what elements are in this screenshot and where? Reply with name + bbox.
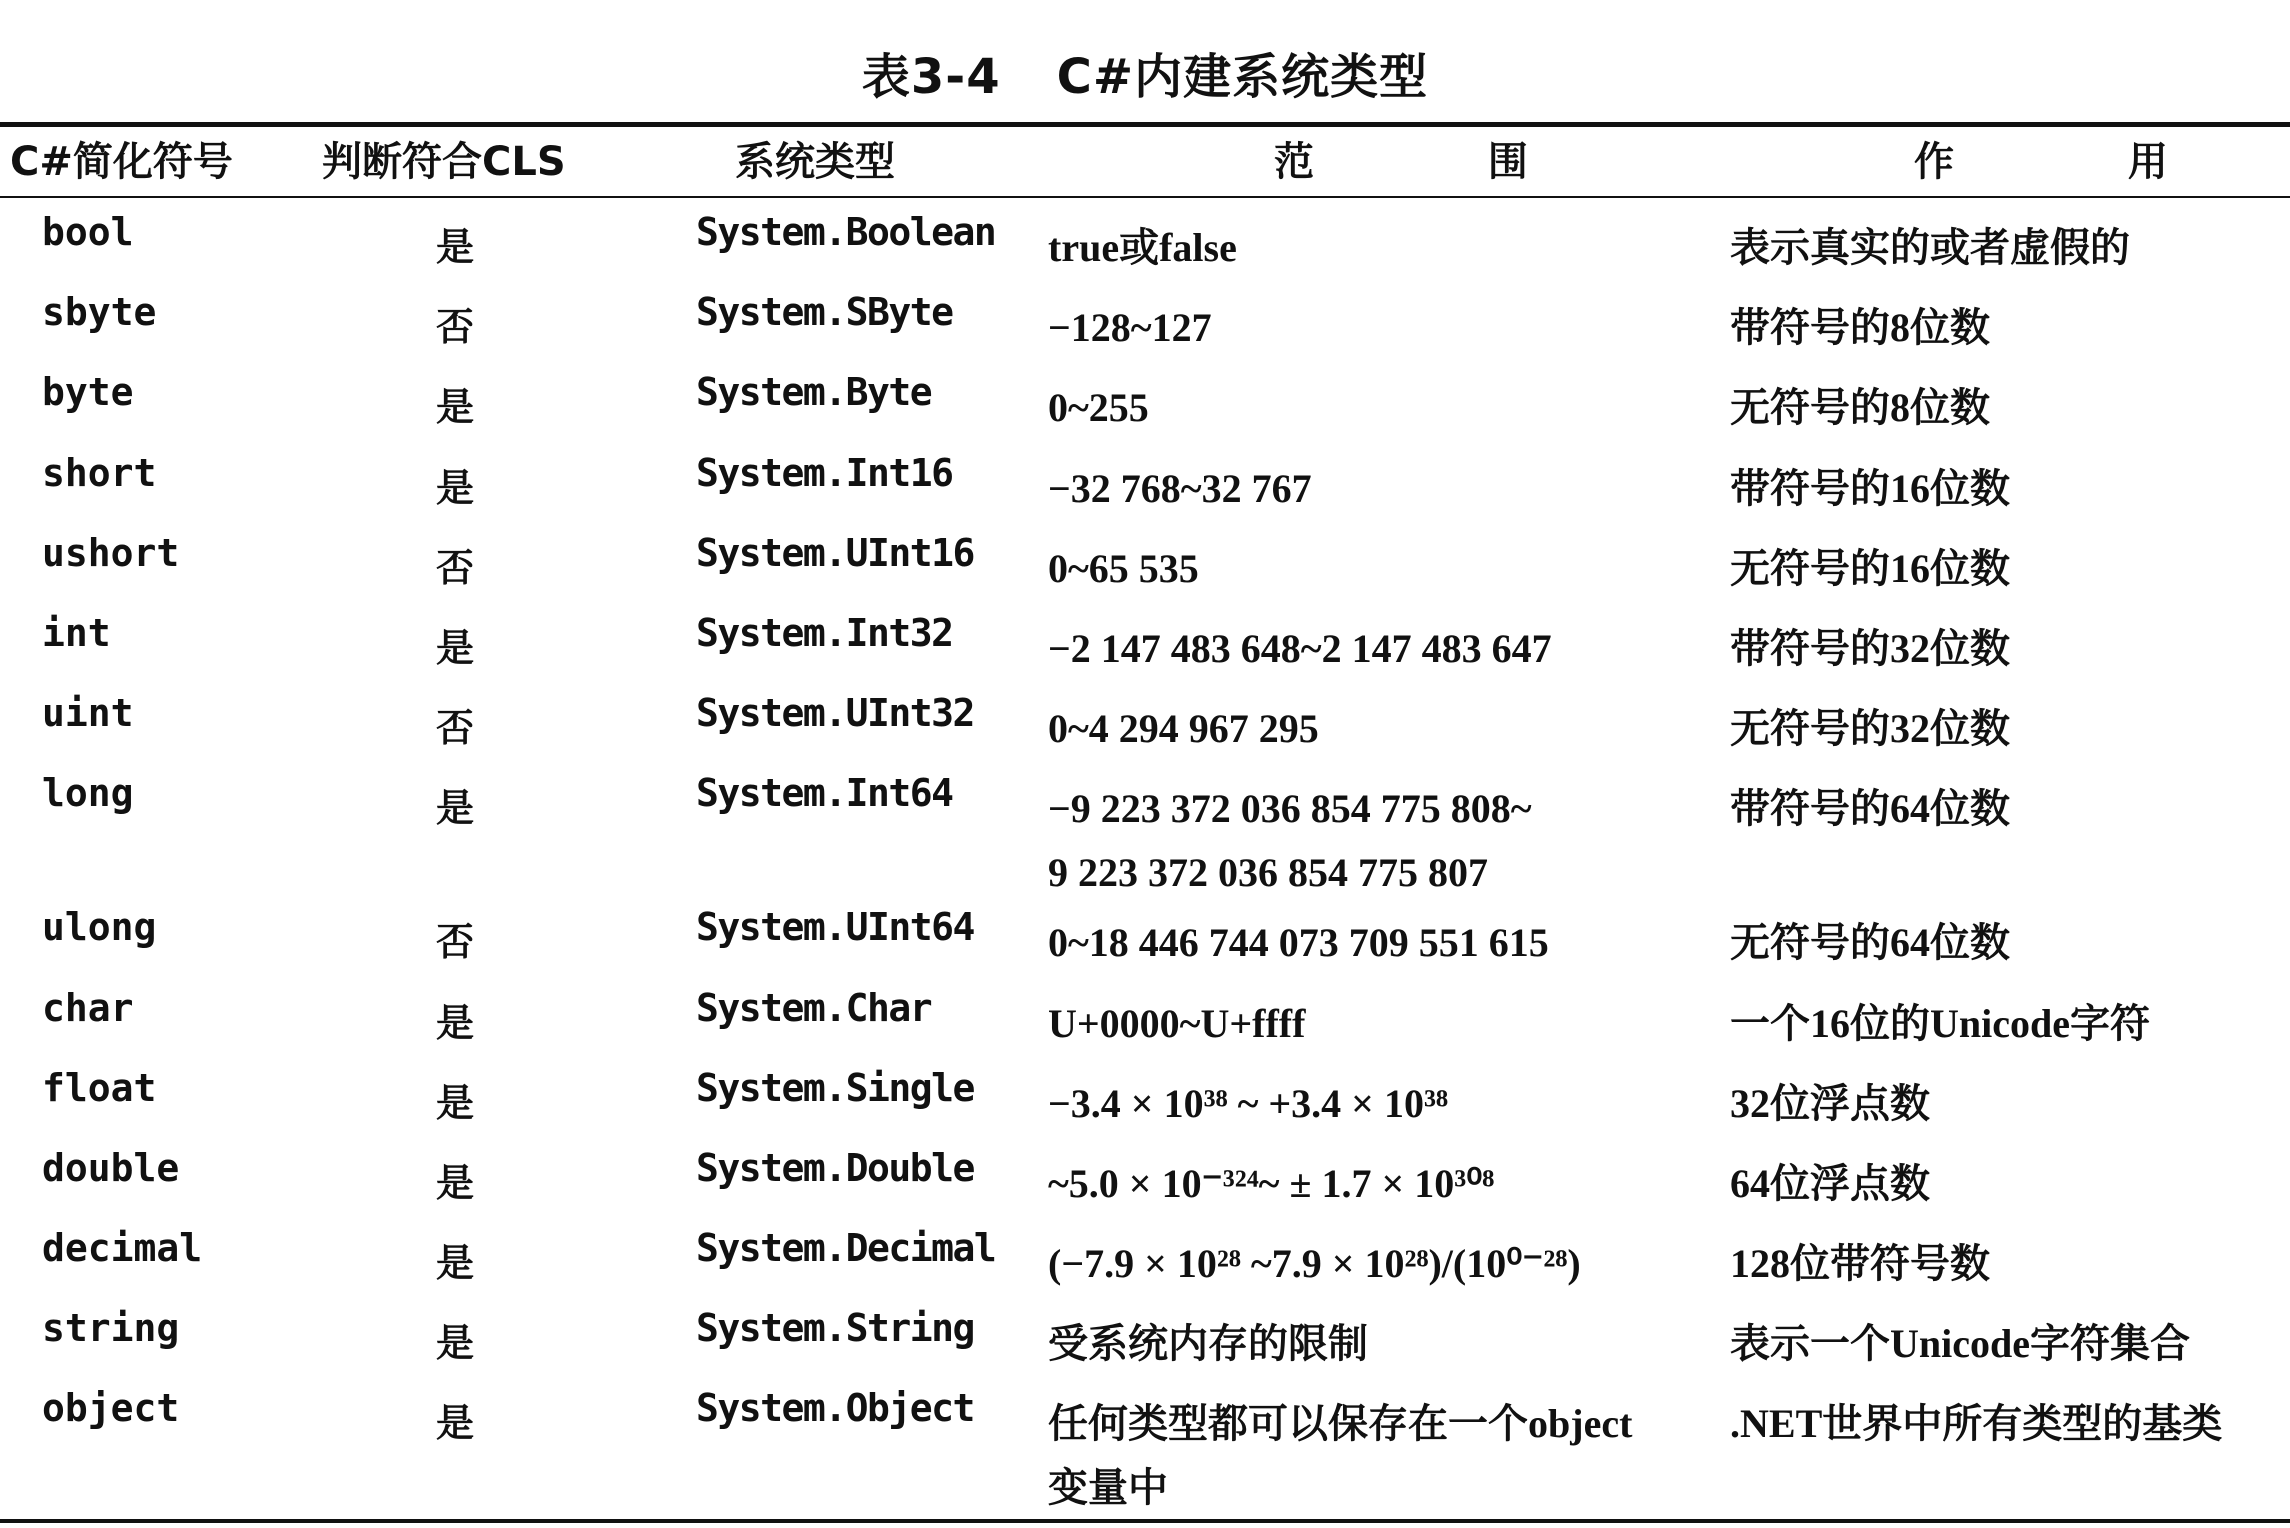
purpose-cell: 128位带符号数 [1730,1241,1990,1287]
cls-cell: 否 [436,545,475,590]
range-line: 0~65 535 [1048,545,1199,591]
range-cell [1048,537,1199,601]
cls-cell: 是 [436,1000,475,1045]
system-type-cell: System.Boolean [696,210,996,254]
range-line: −32 768~32 767 [1048,465,1312,511]
table-row [0,895,2290,975]
table-title: C#内建系统类型 [1056,49,1429,105]
table-row [0,1136,2290,1216]
range-line: 0~255 [1048,385,1149,431]
range-cell [1048,216,1237,280]
table-row [0,1056,2290,1136]
system-type-cell: System.Object [696,1386,974,1431]
table-row [0,1376,2290,1510]
range-cell [1048,1072,1448,1136]
alias-cell: char [42,985,134,1030]
table-row [0,441,2290,521]
alias-cell: bool [42,210,134,254]
cls-cell: 否 [436,920,475,965]
cls-cell: 否 [436,305,475,350]
table-row [0,521,2290,601]
table-caption [0,38,2290,107]
alias-cell: short [42,450,157,495]
alias-cell: float [42,1065,157,1110]
alias-cell: ulong [42,905,157,950]
range-cell [1048,376,1149,440]
system-type-cell: System.Decimal [696,1226,996,1271]
system-type-cell: System.UInt64 [696,905,974,950]
purpose-cell: 带符号的32位数 [1730,625,2010,671]
alias-cell: int [42,610,111,655]
system-type-cell: System.Int16 [696,450,953,495]
system-type-cell: System.Int32 [696,610,953,655]
system-type-cell: System.Char [696,985,932,1030]
purpose-cell: 一个16位的Unicode字符 [1730,1000,2150,1046]
table-row [0,761,2290,895]
header-system-type: 系统类型 [735,139,895,185]
range-cell [1048,992,1305,1056]
system-type-cell: System.Int64 [696,771,953,816]
purpose-cell: 表示一个Unicode字符集合 [1730,1321,2190,1367]
range-line: (−7.9 × 10²⁸ ~7.9 × 10²⁸)/(10⁰⁻²⁸) [1048,1241,1581,1287]
alias-cell: double [42,1145,180,1190]
range-cell [1048,617,1552,681]
purpose-cell: 表示真实的或者虚假的 [1730,225,2130,270]
cls-cell: 否 [436,706,475,751]
range-line: −3.4 × 10³⁸ ~ +3.4 × 10³⁸ [1048,1080,1448,1126]
system-type-cell: System.Byte [696,370,932,415]
alias-cell: uint [42,691,134,736]
range-cell [1048,1232,1581,1296]
cls-cell: 是 [436,385,475,430]
system-type-cell: System.Single [696,1065,974,1110]
cls-cell: 是 [436,1321,475,1366]
alias-cell: byte [42,370,134,415]
table-number: 表3-4 [861,49,1001,105]
range-cell [1048,1152,1494,1216]
system-type-cell: System.String [696,1306,974,1351]
range-line: 任何类型都可以保存在一个object [1048,1401,1633,1447]
purpose-cell: .NET世界中所有类型的基类 [1730,1401,2223,1447]
header-range: 范 围 [1274,139,1528,185]
table-row [0,976,2290,1056]
purpose-cell: 无符号的16位数 [1730,545,2010,591]
range-line: −2 147 483 648~2 147 483 647 [1048,625,1552,671]
cls-cell: 是 [436,1401,475,1446]
system-type-cell: System.SByte [696,290,953,335]
top-rule [0,122,2290,127]
system-type-cell: System.UInt16 [696,530,974,575]
table-row [0,280,2290,360]
range-line: −9 223 372 036 854 775 808~ [1048,786,1532,832]
table-row [0,1296,2290,1376]
purpose-cell: 无符号的64位数 [1730,920,2010,966]
range-cell [1048,1392,1632,1520]
cls-cell: 是 [436,1080,475,1125]
range-line: 变量中 [1048,1465,1168,1511]
cls-cell: 是 [436,465,475,510]
cls-cell: 是 [436,786,475,831]
purpose-cell: 无符号的32位数 [1730,706,2010,752]
purpose-cell: 32位浮点数 [1730,1080,1930,1126]
range-line: true或false [1048,225,1237,270]
cls-cell: 是 [436,1241,475,1286]
alias-cell: string [42,1306,180,1351]
range-cell [1048,777,1532,905]
range-cell [1048,457,1312,521]
range-line: 0~18 446 744 073 709 551 615 [1048,920,1549,966]
header-cls: 判断符合CLS [322,139,566,185]
alias-cell: long [42,771,134,816]
table-row [0,1216,2290,1296]
table-row [0,601,2290,681]
cls-cell: 是 [436,1160,475,1205]
purpose-cell: 带符号的16位数 [1730,465,2010,511]
table-body [0,200,2290,1510]
table-row [0,360,2290,440]
purpose-cell: 带符号的64位数 [1730,786,2010,832]
header-purpose: 作 用 [1914,139,2168,185]
bottom-rule [0,1519,2290,1523]
alias-cell: object [42,1386,180,1431]
range-line: 9 223 372 036 854 775 807 [1048,850,1488,896]
system-type-cell: System.UInt32 [696,691,974,736]
system-type-cell: System.Double [696,1145,974,1190]
range-cell [1048,1312,1368,1376]
header-rule [0,196,2290,198]
table-row [0,681,2290,761]
alias-cell: sbyte [42,290,157,335]
cls-cell: 是 [436,225,475,269]
range-line: U+0000~U+ffff [1048,1000,1306,1046]
purpose-cell: 无符号的8位数 [1730,385,1990,431]
range-cell [1048,911,1549,975]
cls-cell: 是 [436,625,475,670]
table-row [0,200,2290,280]
alias-cell: decimal [42,1226,203,1271]
range-line: 0~4 294 967 295 [1048,706,1319,752]
range-line: −128~127 [1048,305,1212,351]
purpose-cell: 64位浮点数 [1730,1160,1930,1206]
range-line: 受系统内存的限制 [1048,1321,1368,1367]
purpose-cell: 带符号的8位数 [1730,305,1990,351]
alias-cell: ushort [42,530,180,575]
range-cell [1048,697,1319,761]
header-alias: C#简化符号 [10,139,233,185]
range-cell [1048,296,1212,360]
range-line: ~5.0 × 10⁻³²⁴~ ± 1.7 × 10³⁰⁸ [1048,1160,1495,1206]
